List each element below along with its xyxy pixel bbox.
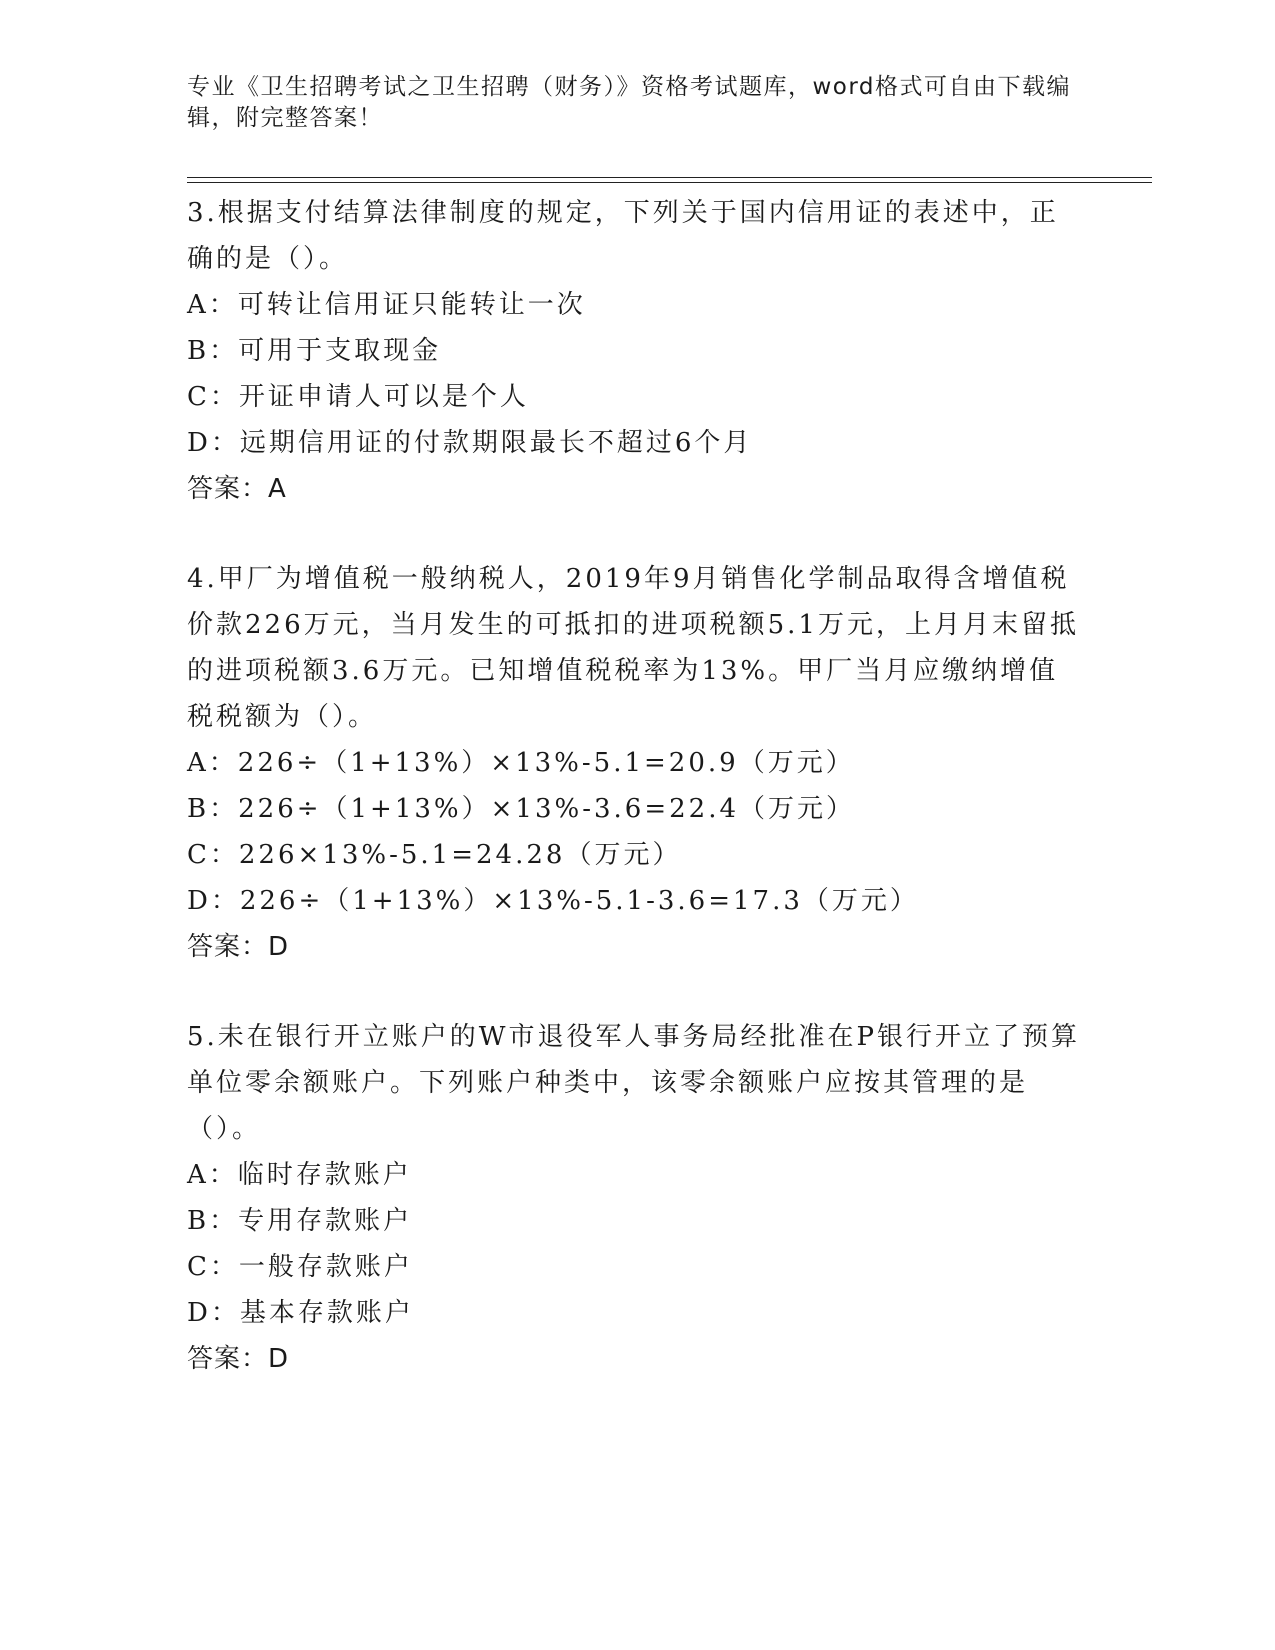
option-a: A：可转让信用证只能转让一次 xyxy=(187,290,586,320)
option-b: B：可用于支取现金 xyxy=(187,336,442,366)
option-d: D：226÷（1+13%）×13%-5.1-3.6=17.3（万元） xyxy=(187,886,919,916)
question-answer: 答案：D xyxy=(187,932,290,962)
option-a: A：226÷（1+13%）×13%-5.1=20.9（万元） xyxy=(187,748,855,778)
question-list xyxy=(187,190,1087,1382)
question-spacer xyxy=(187,970,1087,1014)
header-divider-thin xyxy=(187,177,1152,178)
question-answer: 答案：D xyxy=(187,1344,290,1374)
question-spacer xyxy=(187,512,1087,556)
header-divider-thick xyxy=(187,182,1152,183)
option-d: D：基本存款账户 xyxy=(187,1298,414,1328)
question-5 xyxy=(187,1014,1087,1382)
option-d: D：远期信用证的付款期限最长不超过6个月 xyxy=(187,428,753,458)
option-b: B：专用存款账户 xyxy=(187,1206,413,1236)
option-c: C：226×13%-5.1=24.28（万元） xyxy=(187,840,682,870)
option-c: C：开证申请人可以是个人 xyxy=(187,382,529,412)
question-3 xyxy=(187,190,1087,512)
option-c: C：一般存款账户 xyxy=(187,1252,413,1282)
question-stem: 5.未在银行开立账户的W市退役军人事务局经批准在P银行开立了预算单位零余额账户。下列账户种类中，该零余额账户应按其管理的是（）。 xyxy=(187,1022,1081,1144)
question-4 xyxy=(187,556,1087,970)
option-a: A：临时存款账户 xyxy=(187,1160,412,1190)
header-intro-text: 专业《卫生招聘考试之卫生招聘（财务）》资格考试题库，word格式可自由下载编辑，附完整答案！ xyxy=(187,74,1072,131)
document-header xyxy=(187,72,1087,134)
option-b: B：226÷（1+13%）×13%-3.6=22.4（万元） xyxy=(187,794,856,824)
question-stem: 4.甲厂为增值税一般纳税人，2019年9月销售化学制品取得含增值税价款226万元，当月发生的可抵扣的进项税额5.1万元，上月月末留抵的进项税额3.6万元。已知增值税税率为13%。甲厂当月应缴纳增值税税额为（）。 xyxy=(187,564,1079,732)
question-answer: 答案：A xyxy=(187,474,287,504)
question-stem: 3.根据支付结算法律制度的规定，下列关于国内信用证的表述中，正确的是（）。 xyxy=(187,198,1059,274)
